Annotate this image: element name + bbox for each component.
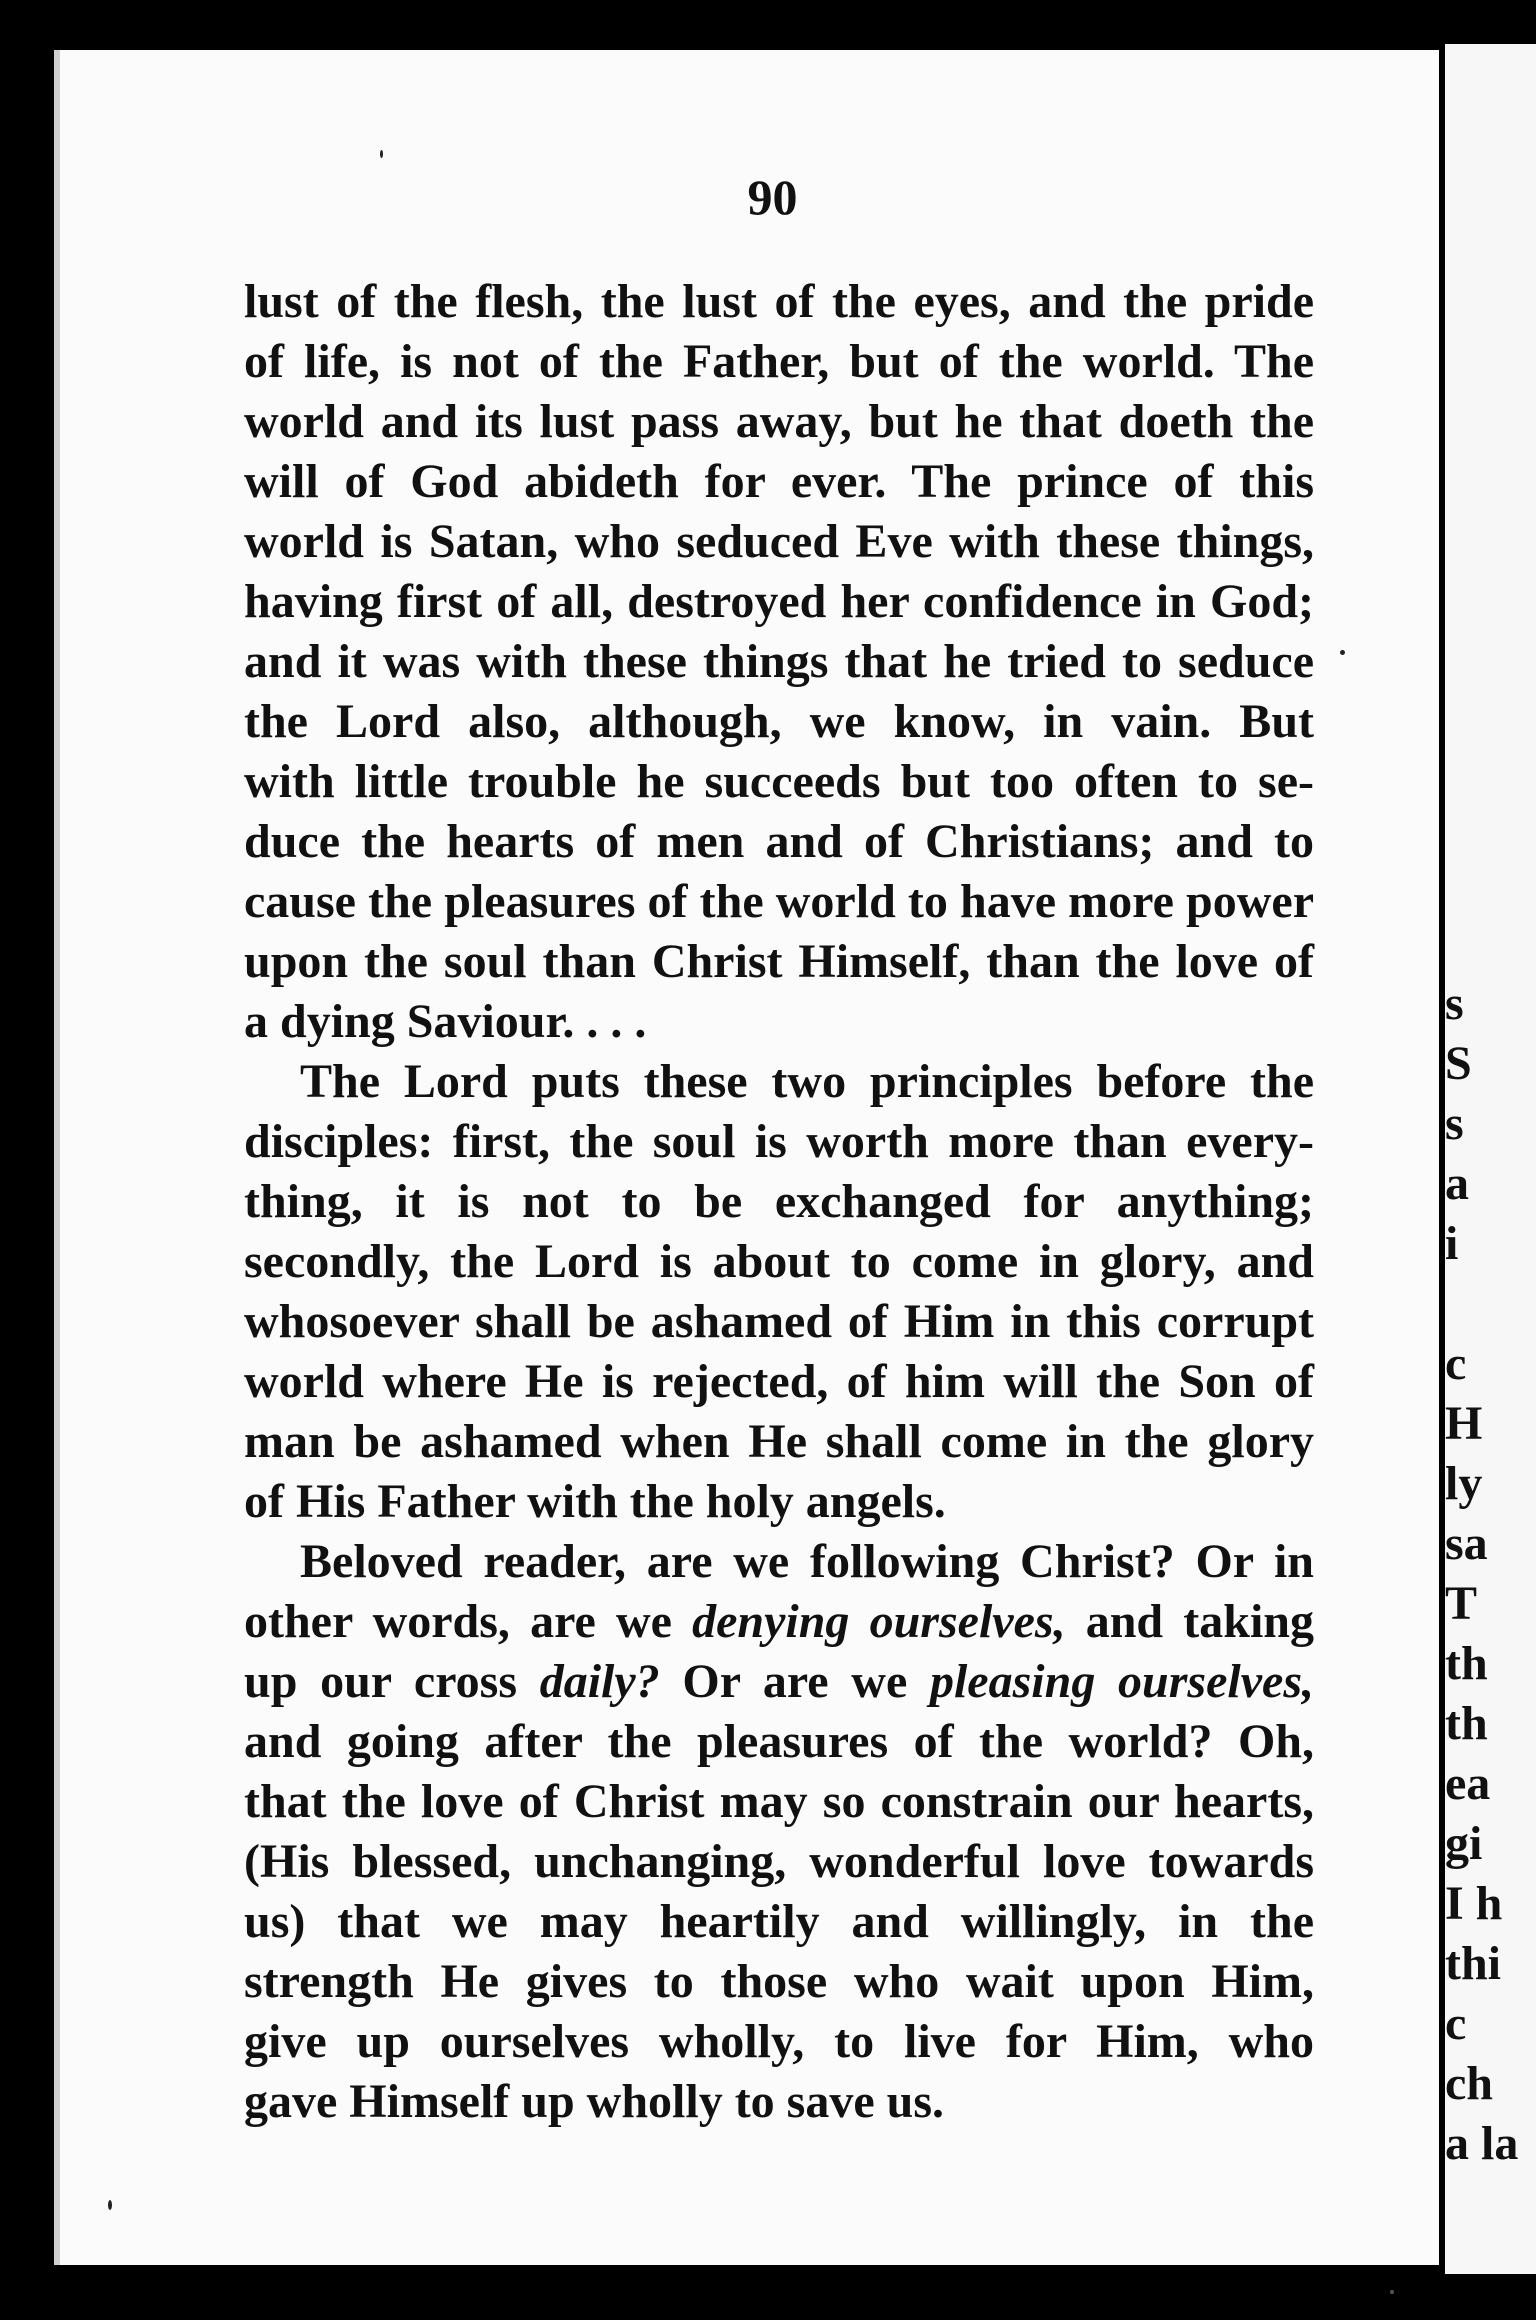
text-line: lust of the flesh, the lust of the eyes, and the pride [244, 275, 1314, 328]
italic-emphasis: daily? [539, 1655, 660, 1708]
facing-page-fragment: thi [1445, 1937, 1502, 1990]
text-line: up our cross daily? Or are we pleasing ourselves, [244, 1655, 1314, 1708]
text-line: secondly, the Lord is about to come in glory, and [244, 1235, 1314, 1288]
italic-emphasis: denying ourselves, [692, 1595, 1066, 1648]
facing-page-fragment: S [1445, 1037, 1472, 1090]
text-line: with little trouble he succeeds but too often to se- [244, 755, 1314, 808]
page-edge [54, 50, 60, 2265]
text-line: gave Himself up wholly to save us. [244, 2075, 945, 2128]
scan-speck [108, 2200, 112, 2210]
facing-page-fragment: c [1445, 1997, 1467, 2050]
text-line: other words, are we denying ourselves, and taking [244, 1595, 1314, 1648]
facing-page-fragment: s [1445, 1097, 1464, 1150]
text-line: having first of all, destroyed her confidence in God; [244, 575, 1314, 628]
text-line: whosoever shall be ashamed of Him in this corrupt [244, 1295, 1314, 1348]
text-line: of His Father with the holy angels. [244, 1475, 946, 1528]
text-line: and going after the pleasures of the world? Oh, [244, 1715, 1314, 1768]
text-line: The Lord puts these two principles before the [300, 1055, 1314, 1108]
facing-page-fragment: sa [1445, 1517, 1488, 1570]
scan-speck [1340, 650, 1345, 655]
facing-page-fragment: H [1445, 1397, 1483, 1450]
italic-emphasis: pleasing ourselves, [929, 1655, 1314, 1708]
text-line: strength He gives to those who wait upon Him, [244, 1955, 1314, 2008]
text-line: and it was with these things that he tried to seduce [244, 635, 1314, 688]
text-line: world is Satan, who seduced Eve with these things, [244, 515, 1314, 568]
text-line: world and its lust pass away, but he that doeth the [244, 395, 1314, 448]
text-line: that the love of Christ may so constrain our hearts, [244, 1775, 1314, 1828]
scan-speck [1390, 2290, 1394, 2294]
text-line: upon the soul than Christ Himself, than the love of [244, 935, 1314, 988]
facing-page-fragment: th [1445, 1637, 1488, 1690]
text-line: us) that we may heartily and willingly, in the [244, 1895, 1314, 1948]
text-line: give up ourselves wholly, to live for Him, who [244, 2015, 1314, 2068]
facing-page-fragment: a [1445, 1157, 1469, 1210]
text-line: will of God abideth for ever. The prince of this [244, 455, 1314, 508]
facing-page-fragment: i [1445, 1217, 1459, 1270]
scan-speck [380, 150, 383, 158]
text-line: the Lord also, although, we know, in vain. But [244, 695, 1314, 748]
facing-page-fragment: th [1445, 1697, 1488, 1750]
facing-page-fragment: gi [1445, 1817, 1483, 1870]
text-line: disciples: first, the soul is worth more than every- [244, 1115, 1314, 1168]
text-line: duce the hearts of men and of Christians; and to [244, 815, 1314, 868]
text-line: Beloved reader, are we following Christ? Or in [300, 1535, 1314, 1588]
facing-page-fragment: ea [1445, 1757, 1491, 1810]
text-line: of life, is not of the Father, but of the world. The [244, 335, 1314, 388]
text-line: a dying Saviour. . . . [244, 995, 647, 1048]
facing-page-fragment: s [1445, 977, 1464, 1030]
facing-page-fragment: c [1445, 1337, 1467, 1390]
facing-page-fragment: a la [1445, 2117, 1519, 2170]
facing-page-edge [1445, 44, 1536, 2274]
text-line: man be ashamed when He shall come in the glory [244, 1415, 1314, 1468]
text-line: cause the pleasures of the world to have more power [244, 875, 1314, 928]
facing-page-fragment: I h [1445, 1877, 1503, 1930]
facing-page-fragment: T [1445, 1577, 1478, 1630]
text-line: world where He is rejected, of him will the Son of [244, 1355, 1314, 1408]
facing-page-fragment: ly [1445, 1457, 1483, 1510]
facing-page-fragment: ch [1445, 2057, 1493, 2110]
page-number: 90 [747, 169, 798, 225]
text-line: (His blessed, unchanging, wonderful love towards [244, 1835, 1314, 1888]
text-line: thing, it is not to be exchanged for anything; [244, 1175, 1314, 1228]
